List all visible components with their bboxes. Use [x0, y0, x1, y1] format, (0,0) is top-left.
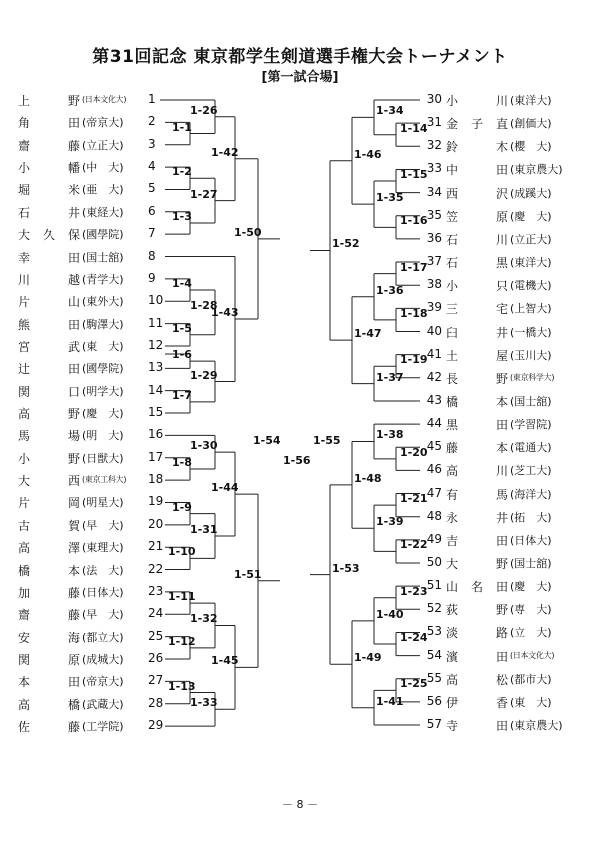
player-number: 3 — [148, 136, 156, 151]
player-name: 寺田 — [446, 719, 508, 734]
player-number: 53 — [426, 624, 442, 639]
player-school: (拓 大) — [510, 510, 552, 524]
player-school: (東経大) — [82, 205, 124, 219]
player-school: (芝工大) — [510, 464, 552, 478]
player-school: (電通大) — [510, 441, 552, 455]
match-label: 1-6 — [172, 348, 192, 362]
player-school: (武蔵大) — [82, 697, 124, 711]
player-name: 鈴木 — [446, 140, 508, 155]
player-number: 11 — [148, 315, 164, 330]
player-name: 小川 — [446, 94, 508, 108]
player-name: 辻田 — [18, 362, 80, 377]
player-number: 50 — [426, 555, 442, 569]
player-school: (東京科学大) — [510, 372, 555, 382]
player-school: (日体大) — [510, 533, 552, 547]
player-school: (都市大) — [510, 672, 552, 686]
match-label: 1-8 — [172, 455, 192, 469]
player-number: 37 — [426, 254, 442, 269]
match-label: 1-11 — [168, 590, 196, 604]
court-subtitle: [第一試合場] — [261, 70, 339, 85]
player-school: (創価大) — [510, 117, 552, 131]
player-school: (工学院) — [82, 720, 124, 734]
player-name: 本田 — [18, 675, 80, 690]
player-school: (東洋大) — [510, 256, 552, 270]
tournament-title: 第31回記念 東京都学生剣道選手権大会トーナメント — [92, 47, 508, 67]
match-label: 1-13 — [168, 679, 196, 693]
player-number: 47 — [426, 485, 442, 500]
match-label: 1-7 — [172, 388, 192, 402]
match-label: 1-24 — [400, 631, 428, 645]
match-label: 1-9 — [172, 500, 192, 514]
player-name: 片岡 — [18, 496, 80, 511]
player-name: 土屋 — [446, 348, 508, 363]
player-name: 臼井 — [446, 325, 508, 340]
match-label: 1-2 — [172, 165, 192, 179]
player-name: 大西 — [18, 474, 80, 489]
player-school: (中 大) — [82, 161, 124, 175]
player-school: (明 大) — [82, 429, 124, 443]
player-number: 46 — [426, 462, 442, 477]
player-school: (専 大) — [510, 603, 552, 617]
player-school: (國學院) — [82, 362, 124, 376]
player-name: 吉田 — [446, 533, 508, 548]
player-school: (亜 大) — [82, 183, 124, 197]
player-number: 33 — [426, 161, 442, 176]
player-number: 51 — [426, 578, 442, 593]
player-school: (日本文化大) — [510, 650, 555, 660]
player-number: 43 — [426, 392, 442, 407]
player-number: 22 — [148, 561, 164, 576]
player-name: 高川 — [446, 464, 508, 479]
player-name: 片山 — [18, 295, 80, 310]
player-school: (青学大) — [82, 272, 124, 286]
match-label: 1-32 — [190, 612, 218, 626]
player-number: 31 — [426, 115, 442, 130]
match-label: 1-35 — [376, 191, 404, 205]
match-label: 1-55 — [313, 434, 341, 447]
match-label: 1-48 — [354, 471, 382, 485]
player-school: (日獣大) — [82, 451, 124, 465]
match-label: 1-18 — [400, 306, 428, 320]
player-number: 1 — [148, 92, 156, 106]
player-name: 宮武 — [18, 339, 80, 354]
player-school: (明星大) — [82, 496, 124, 510]
player-name: 金子直 — [446, 117, 508, 132]
player-school: (立正大) — [82, 138, 124, 152]
player-name: 小幡 — [18, 161, 80, 176]
player-number: 55 — [426, 670, 442, 685]
match-label: 1-25 — [400, 677, 428, 691]
player-school: (東京農大) — [510, 163, 563, 177]
player-number: 45 — [426, 439, 442, 454]
match-label: 1-28 — [190, 299, 218, 313]
player-name: 堀米 — [18, 183, 80, 198]
player-number: 18 — [148, 472, 164, 487]
player-school: (都立大) — [82, 630, 124, 644]
player-school: (玉川大) — [510, 348, 552, 362]
player-school: (成城大) — [82, 653, 124, 666]
match-label: 1-27 — [190, 187, 218, 201]
player-number: 2 — [148, 114, 156, 129]
match-label: 1-40 — [376, 607, 404, 621]
player-name: 笠原 — [446, 209, 508, 224]
player-name: 安海 — [18, 630, 80, 645]
player-name: 小野 — [18, 451, 80, 466]
player-name: 長野 — [446, 371, 508, 386]
player-name: 橋本 — [18, 563, 80, 578]
player-school: (駒澤大) — [82, 317, 124, 331]
player-number: 21 — [148, 539, 164, 554]
player-school: (東 大) — [82, 339, 124, 353]
match-label: 1-30 — [190, 439, 218, 453]
match-label: 1-50 — [234, 225, 262, 239]
player-school: (帝京大) — [82, 116, 124, 130]
match-label: 1-20 — [400, 445, 428, 459]
player-number: 19 — [148, 494, 164, 509]
match-label: 1-29 — [190, 368, 218, 382]
player-name: 馬場 — [18, 429, 80, 444]
player-number: 5 — [148, 181, 156, 196]
match-label: 1-54 — [253, 434, 281, 447]
player-number: 48 — [426, 508, 442, 523]
player-school: (国士舘) — [510, 557, 552, 570]
player-school: (法 大) — [82, 563, 124, 577]
player-school: (帝京大) — [82, 675, 124, 689]
player-number: 38 — [426, 277, 442, 292]
match-label: 1-26 — [190, 103, 218, 117]
match-label: 1-22 — [400, 538, 428, 552]
player-name: 高野 — [18, 407, 80, 422]
player-name: 大野 — [446, 557, 508, 571]
match-label: 1-21 — [400, 492, 428, 506]
player-name: 加藤 — [18, 585, 80, 600]
player-number: 4 — [148, 159, 156, 174]
player-school: (国士舘) — [510, 394, 552, 408]
player-name: 幸田 — [18, 250, 80, 265]
player-name: 濱田 — [446, 649, 508, 664]
player-name: 高橋 — [18, 697, 80, 712]
player-school: (東理大) — [82, 541, 124, 555]
match-label: 1-33 — [190, 696, 218, 710]
player-name: 有馬 — [446, 487, 508, 502]
player-number: 36 — [426, 230, 442, 245]
player-name: 永井 — [446, 510, 508, 525]
player-number: 24 — [148, 606, 164, 621]
match-label: 1-23 — [400, 584, 428, 598]
player-school: (慶 大) — [510, 209, 552, 223]
player-name: 高松 — [446, 672, 508, 687]
player-name: 小只 — [446, 279, 508, 294]
player-number: 34 — [426, 184, 442, 199]
player-number: 26 — [148, 651, 164, 665]
player-name: 関口 — [18, 384, 80, 399]
player-number: 6 — [148, 203, 156, 218]
player-name: 高澤 — [18, 541, 80, 556]
match-label: 1-51 — [234, 567, 262, 581]
player-name: 大久保 — [18, 228, 80, 243]
player-number: 39 — [426, 300, 442, 315]
match-label: 1-41 — [376, 694, 404, 708]
player-name: 黒田 — [446, 418, 508, 433]
player-number: 54 — [426, 647, 442, 662]
match-label: 1-47 — [354, 327, 382, 341]
player-school: (一橋大) — [510, 325, 552, 339]
player-school: (早 大) — [82, 608, 124, 622]
match-label: 1-34 — [376, 104, 404, 118]
match-label: 1-37 — [376, 370, 404, 384]
match-label: 1-3 — [172, 209, 192, 223]
match-label: 1-49 — [354, 651, 382, 665]
player-school: (東 大) — [510, 695, 552, 709]
player-name: 熊田 — [18, 317, 80, 332]
player-name: 西沢 — [446, 186, 508, 201]
player-name: 橋本 — [446, 394, 508, 409]
player-number: 35 — [426, 207, 442, 222]
match-label: 1-19 — [400, 353, 428, 367]
player-number: 13 — [148, 360, 164, 375]
match-label: 1-38 — [376, 428, 404, 442]
player-number: 23 — [148, 583, 164, 598]
match-label: 1-42 — [211, 145, 239, 159]
match-label: 1-52 — [332, 237, 360, 251]
player-name: 荻野 — [446, 603, 508, 618]
player-number: 30 — [426, 92, 442, 106]
player-number: 52 — [426, 601, 442, 616]
player-name: 藤本 — [446, 441, 508, 456]
player-number: 57 — [426, 717, 442, 732]
match-label: 1-16 — [400, 214, 428, 228]
match-label: 1-43 — [211, 306, 239, 319]
player-number: 49 — [426, 531, 442, 546]
match-label: 1-53 — [332, 561, 360, 575]
player-school: (日本文化大) — [82, 95, 127, 104]
player-school: (東京工科大) — [82, 475, 127, 485]
player-school: (学習院) — [510, 418, 552, 432]
player-school: (慶 大) — [510, 580, 552, 594]
player-number: 20 — [148, 516, 164, 531]
player-number: 28 — [148, 695, 164, 710]
player-number: 56 — [426, 693, 442, 708]
page-number: － 8 － — [282, 798, 318, 811]
player-number: 12 — [148, 337, 164, 352]
player-name: 三宅 — [446, 302, 508, 317]
player-number: 44 — [426, 416, 442, 431]
player-school: (早 大) — [82, 518, 124, 532]
player-school: (国士舘) — [82, 250, 124, 264]
player-number: 17 — [148, 449, 164, 464]
player-name: 石黒 — [446, 256, 508, 271]
player-school: (慶 大) — [82, 407, 124, 421]
player-name: 関原 — [18, 653, 80, 667]
player-number: 7 — [148, 226, 156, 241]
player-school: (電機大) — [510, 279, 552, 293]
player-school: (東外大) — [82, 295, 124, 309]
player-name: 中田 — [446, 163, 508, 178]
match-label: 1-46 — [354, 147, 382, 161]
player-name: 角田 — [18, 116, 80, 131]
player-number: 10 — [148, 293, 164, 308]
player-name: 佐藤 — [18, 720, 80, 735]
player-school: (東洋大) — [510, 94, 552, 107]
player-number: 16 — [148, 427, 164, 442]
match-label: 1-4 — [172, 277, 192, 291]
player-number: 41 — [426, 346, 442, 361]
player-number: 40 — [426, 323, 442, 338]
player-name: 川越 — [18, 272, 80, 287]
player-name: 上野 — [18, 94, 80, 108]
player-number: 29 — [148, 718, 164, 733]
match-label: 1-14 — [400, 121, 428, 135]
player-number: 32 — [426, 138, 442, 153]
player-school: (立正大) — [510, 232, 552, 246]
player-school: (東京農大) — [510, 719, 563, 733]
match-label: 1-1 — [172, 120, 192, 134]
match-label: 1-44 — [211, 481, 239, 495]
match-label: 1-5 — [172, 321, 192, 335]
player-school: (成蹊大) — [510, 186, 552, 200]
player-number: 25 — [148, 628, 164, 643]
player-name: 山名田 — [446, 580, 508, 595]
player-number: 9 — [148, 270, 156, 285]
player-number: 27 — [148, 673, 164, 688]
player-number: 8 — [148, 248, 156, 263]
player-school: (立 大) — [510, 626, 552, 640]
match-label: 1-12 — [168, 634, 196, 648]
player-number: 42 — [426, 369, 442, 384]
match-label: 1-36 — [376, 283, 404, 297]
match-label: 1-15 — [400, 168, 428, 182]
match-label: 1-39 — [376, 515, 404, 529]
match-label: 1-31 — [190, 523, 218, 537]
player-school: (海洋大) — [510, 487, 552, 501]
match-label: 1-45 — [211, 654, 239, 668]
player-number: 15 — [148, 405, 164, 420]
player-name: 齋藤 — [18, 608, 80, 623]
player-number: 14 — [148, 382, 164, 397]
player-name: 伊香 — [446, 695, 508, 710]
player-name: 淡路 — [446, 626, 508, 641]
player-school: (櫻 大) — [510, 140, 552, 154]
player-name: 石井 — [18, 205, 80, 220]
match-label: 1-17 — [400, 260, 428, 274]
player-name: 石川 — [446, 232, 508, 247]
player-name: 古賀 — [18, 518, 80, 533]
match-label: 1-10 — [168, 545, 196, 559]
player-school: (明学大) — [82, 384, 124, 398]
player-school: (上智大) — [510, 302, 552, 316]
player-school: (國學院) — [82, 228, 124, 242]
player-name: 齋藤 — [18, 138, 80, 153]
player-school: (日体大) — [82, 585, 124, 599]
match-label: 1-56 — [283, 454, 311, 467]
